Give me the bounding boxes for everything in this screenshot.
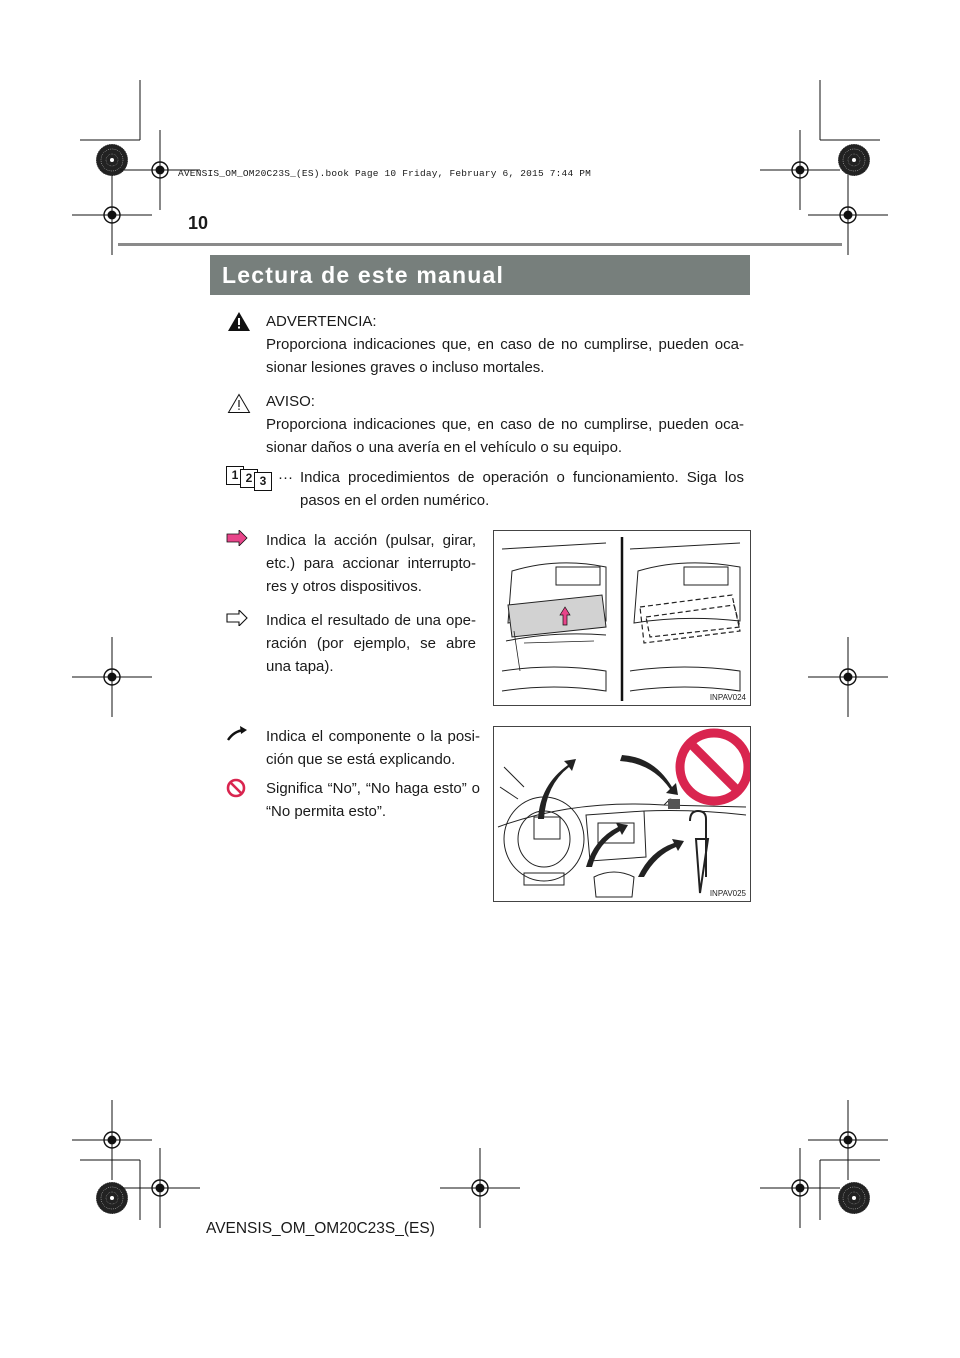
figure-code: INPAV025 bbox=[709, 889, 746, 898]
step-number-1: 1 bbox=[226, 466, 244, 485]
step-number-3: 3 bbox=[254, 472, 272, 491]
page-number: 10 bbox=[188, 213, 209, 233]
warning-outline-icon bbox=[227, 393, 251, 414]
outline-arrow-icon bbox=[226, 610, 248, 626]
warning-text: Proporciona indicaciones que, en caso de no cumplirse, pueden oca-sionar lesiones graves o incluso mortales. bbox=[266, 336, 744, 376]
step-number-2: 2 bbox=[240, 469, 258, 488]
action-text: Indica la acción (pulsar, girar, etc.) para accionar interrupto-res y otros dispositivos. bbox=[266, 532, 476, 595]
warning-block bbox=[266, 310, 744, 379]
prohibited-text: Significa “No”, “No haga esto” o “No permita esto”. bbox=[266, 780, 480, 820]
overhead-console-illustration bbox=[494, 531, 750, 705]
notice-label: AVISO: bbox=[266, 393, 315, 410]
prohibition-icon bbox=[226, 778, 246, 798]
header-rule bbox=[118, 243, 842, 246]
figure-code: INPAV024 bbox=[709, 693, 746, 702]
warning-label: ADVERTENCIA: bbox=[266, 313, 377, 330]
figure-overhead-console bbox=[493, 530, 751, 706]
steps-text: Indica procedimientos de operación o funcionamiento. Siga los pasos en el orden numérico. bbox=[300, 469, 744, 509]
footer-code: AVENSIS_OM_OM20C23S_(ES) bbox=[206, 1220, 435, 1237]
steps-ellipsis: ··· bbox=[278, 469, 293, 486]
section-title: Lectura de este manual bbox=[222, 262, 505, 288]
section-title-bar bbox=[210, 255, 750, 295]
warning-filled-icon bbox=[227, 311, 251, 332]
curved-pointer-icon bbox=[226, 726, 248, 742]
result-text: Indica el resultado de una ope-ración (por ejemplo, se abre una tapa). bbox=[266, 612, 476, 675]
notice-text: Proporciona indicaciones que, en caso de no cumplirse, pueden oca-sionar daños o una avería en el vehículo o su equipo. bbox=[266, 416, 744, 456]
component-text: Indica el componente o la posi-ción que se está explicando. bbox=[266, 728, 480, 768]
dashboard-illustration bbox=[494, 727, 750, 901]
filled-arrow-icon bbox=[226, 530, 248, 546]
book-header-line: AVENSIS_OM_OM20C23S_(ES).book Page 10 Friday, February 6, 2015 7:44 PM bbox=[178, 168, 592, 179]
figure-dashboard bbox=[493, 726, 751, 902]
steps-number-icon bbox=[226, 466, 286, 492]
notice-block bbox=[266, 390, 744, 459]
